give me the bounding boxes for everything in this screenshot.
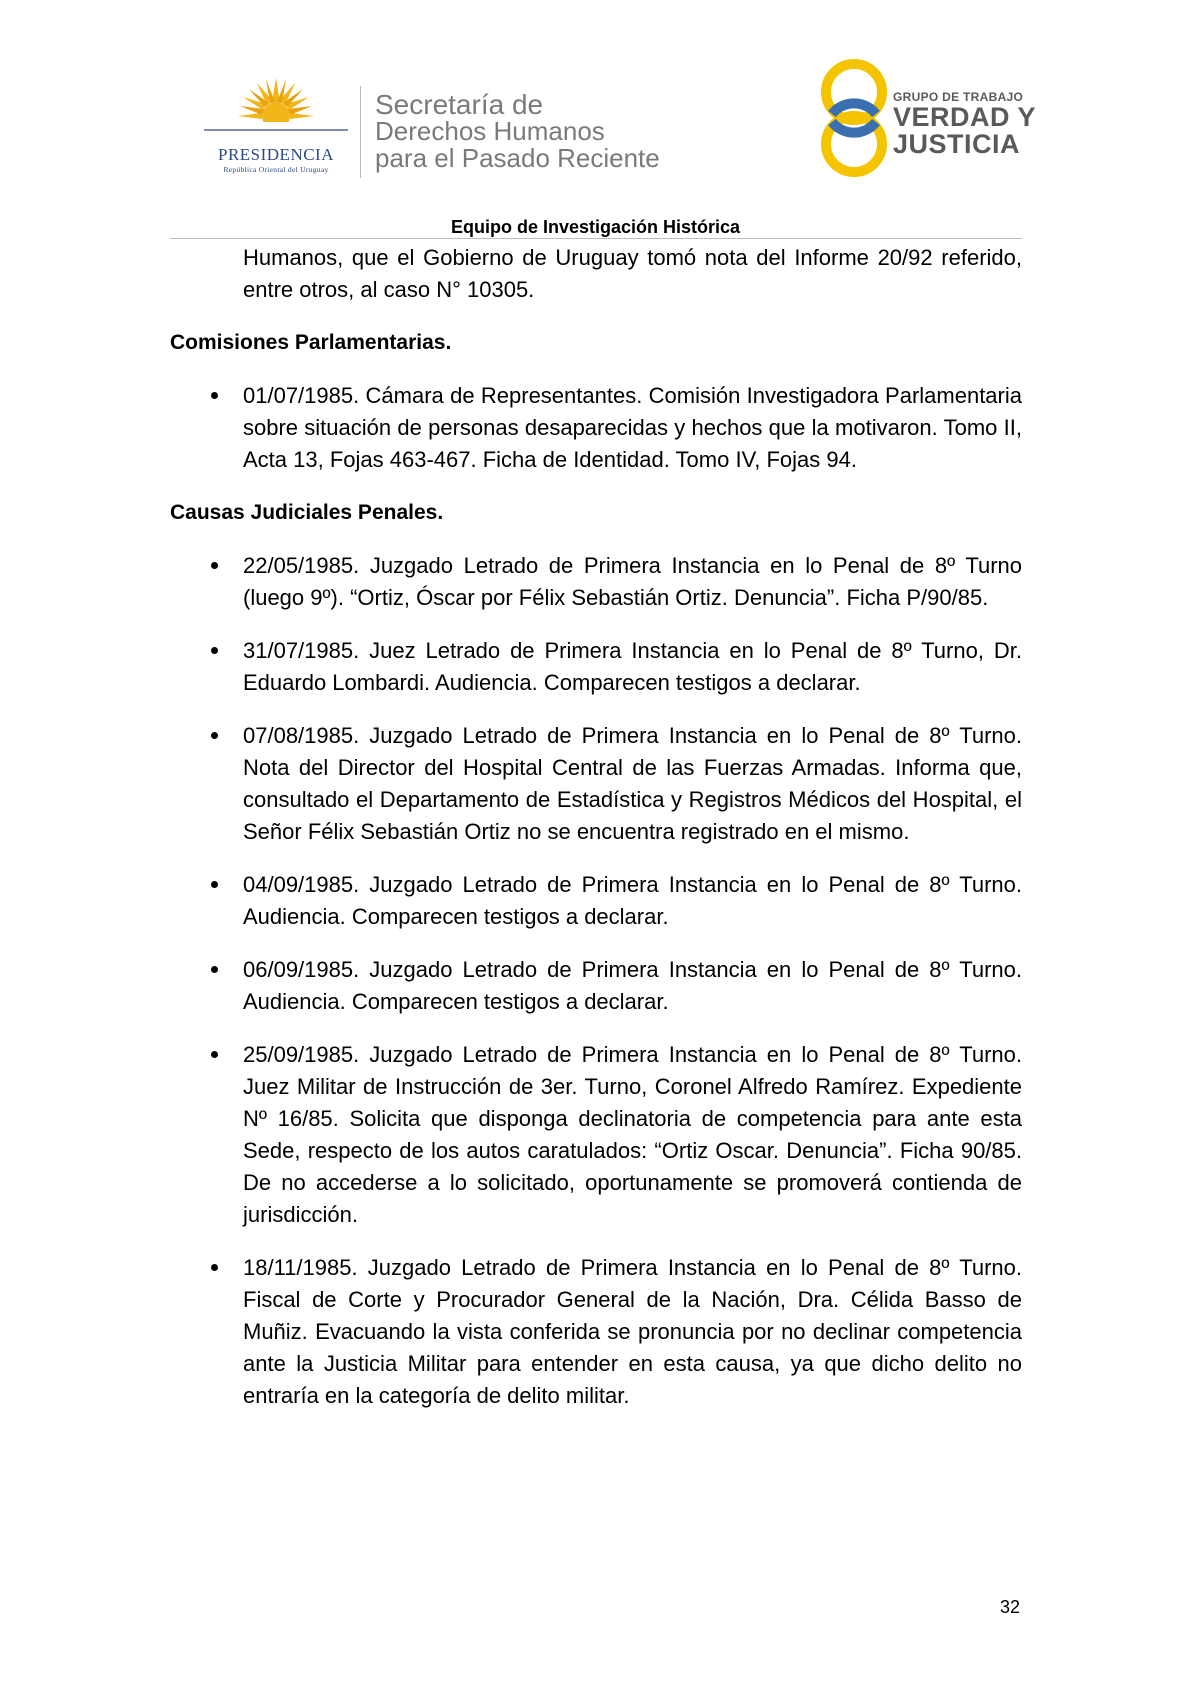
bullet-icon: [211, 562, 218, 569]
section-heading-comisiones: Comisiones Parlamentarias.: [170, 331, 452, 354]
list-item-text: 04/09/1985. Juzgado Letrado de Primera Instancia en lo Penal de 8º Turno. Audiencia. Comparecen testigos a declarar.: [243, 872, 1022, 929]
page-number: 32: [1000, 1597, 1021, 1617]
list-item-text: 31/07/1985. Juez Letrado de Primera Instancia en lo Penal de 8º Turno, Dr. Eduardo Lombardi. Audiencia. Comparecen testigos a declarar.: [243, 638, 1022, 695]
secretaria-line-2: Derechos Humanos: [375, 116, 605, 146]
list-item: [170, 635, 1022, 699]
presidencia-wordmark: PRESIDENCIA: [217, 145, 334, 164]
team-title: Equipo de Investigación Histórica: [450, 217, 741, 237]
bullet-icon: [211, 647, 218, 654]
list-item: [170, 720, 1022, 848]
bullet-icon: [211, 392, 218, 399]
header-rule: [170, 238, 1022, 239]
intro-paragraph: Humanos, que el Gobierno de Uruguay tomó nota del Informe 20/92 referido, entre otros, al caso N° 10305.: [243, 245, 1022, 302]
list-item: [170, 1252, 1022, 1412]
list-item-text: 18/11/1985. Juzgado Letrado de Primera Instancia en lo Penal de 8º Turno. Fiscal de Corte y Procurador General de la Nación, Dra. Célida Basso de Muñiz. Evacuando la vista conferida se pronuncia por no declinar competencia ante la Justicia Militar para entender en esta causa, ya que dicho delito no entraría en la categoría de delito militar.: [243, 1255, 1022, 1408]
list-item-text: 25/09/1985. Juzgado Letrado de Primera Instancia en lo Penal de 8º Turno. Juez Militar de Instrucción de 3er. Turno, Coronel Alfredo Ramírez. Expediente Nº 16/85. Solicita que disponga declinatoria de competencia para ante esta Sede, respecto de los autos caratulados: “Ortiz Oscar. Denuncia”. Ficha 90/85. De no accederse a lo solicitado, oportunamente se promoverá contienda de jurisdicción.: [243, 1042, 1022, 1227]
secretaria-line-1: Secretaría de: [375, 89, 544, 120]
list-item: [170, 380, 1022, 476]
vj-wordmark-line-1: VERDAD Y: [893, 102, 1037, 132]
bullet-icon: [211, 881, 218, 888]
bullet-icon: [211, 1051, 218, 1058]
header-divider: [360, 86, 361, 178]
vj-group-label: GRUPO DE TRABAJO: [893, 90, 1024, 104]
document-body: [170, 240, 1022, 1412]
list-item: [170, 1039, 1022, 1231]
bullet-icon: [211, 1264, 218, 1271]
vj-wordmark-line-2: JUSTICIA: [893, 129, 1021, 159]
secretaria-title: [375, 91, 660, 172]
bullet-icon: [211, 966, 218, 973]
section-heading-causas: Causas Judiciales Penales.: [170, 501, 444, 524]
list-item: [170, 954, 1022, 1018]
bullet-icon: [211, 732, 218, 739]
list-item-text: 06/09/1985. Juzgado Letrado de Primera Instancia en lo Penal de 8º Turno. Audiencia. Comparecen testigos a declarar.: [243, 957, 1022, 1014]
vj-wordmark: [893, 104, 1036, 158]
list-item-text: 01/07/1985. Cámara de Representantes. Comisión Investigadora Parlamentaria sobre situación de personas desaparecidas y hechos que la motivaron. Tomo II, Acta 13, Fojas 463-467. Ficha de Identidad. Tomo IV, Fojas 94.: [243, 383, 1022, 472]
list-item: [170, 869, 1022, 933]
list-item: [170, 550, 1022, 614]
list-item-text: 22/05/1985. Juzgado Letrado de Primera Instancia en lo Penal de 8º Turno (luego 9º). “Ortiz, Óscar por Félix Sebastián Ortiz. Denuncia”. Ficha P/90/85.: [243, 553, 1022, 610]
secretaria-line-3: para el Pasado Reciente: [375, 143, 660, 173]
list-item-text: 07/08/1985. Juzgado Letrado de Primera Instancia en lo Penal de 8º Turno. Nota del Director del Hospital Central de las Fuerzas Armadas. Informa que, consultado el Departamento de Estadística y Registros Médicos del Hospital, el Señor Félix Sebastián Ortiz no se encuentra registrado en el mismo.: [243, 723, 1022, 844]
presidencia-subtitle: República Oriental del Uruguay: [223, 165, 329, 174]
